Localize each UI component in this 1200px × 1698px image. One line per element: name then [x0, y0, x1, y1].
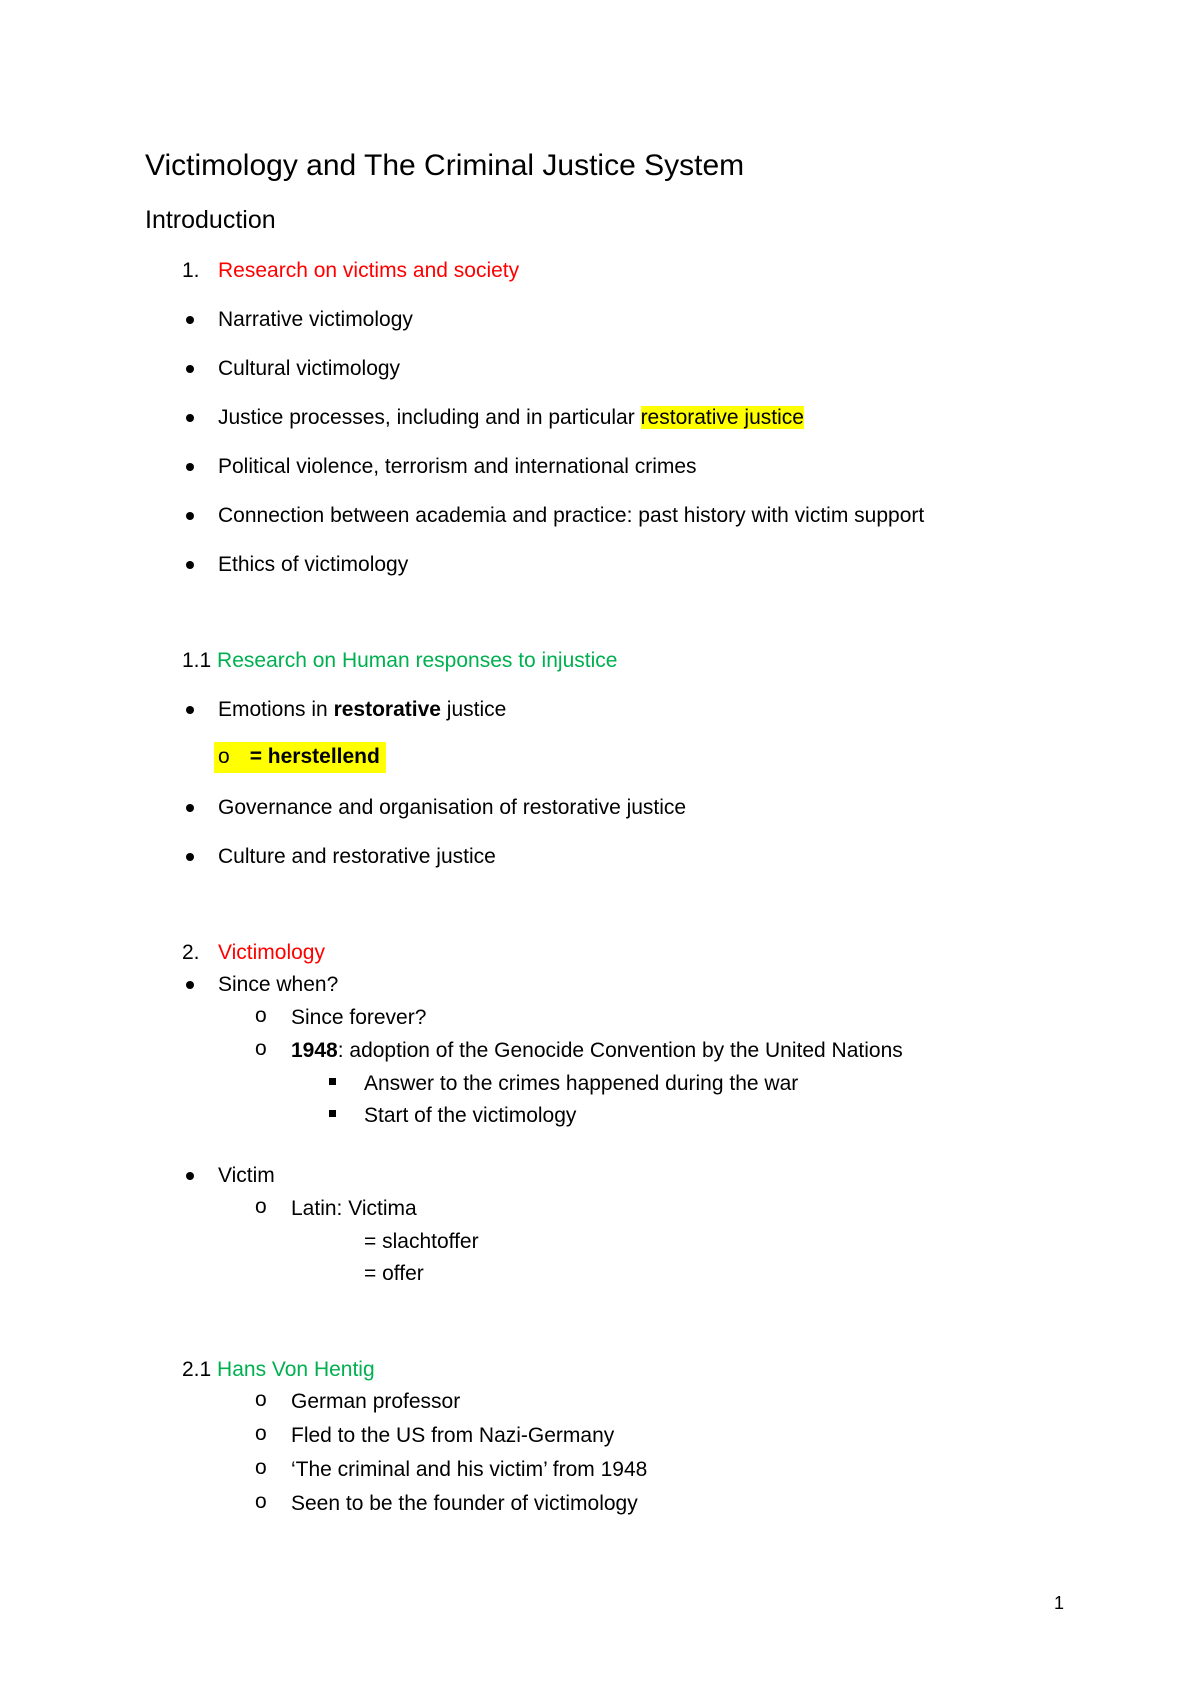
- sub-sub-item: Answer to the crimes happened during the war: [364, 1072, 799, 1095]
- bullet-icon: [186, 1172, 194, 1180]
- page-number: 1: [1054, 1593, 1065, 1613]
- section-1-number: 1.: [182, 259, 200, 282]
- section-2-1-number: 2.1: [182, 1358, 212, 1381]
- sub-item: [291, 1038, 903, 1064]
- sub-item-text: : adoption of the Genocide Convention by the United Nations: [337, 1039, 903, 1062]
- circle-bullet-icon: o: [255, 1490, 267, 1513]
- sub-item-text: = herstellend: [249, 745, 380, 768]
- sub-item: Seen to be the founder of victimology: [291, 1492, 638, 1515]
- list-item: Political violence, terrorism and international crimes: [218, 455, 697, 478]
- document-title: Victimology and The Criminal Justice System: [145, 149, 745, 182]
- circle-bullet-icon: o: [255, 1422, 267, 1445]
- bullet-icon: [186, 365, 194, 373]
- translation-line: = offer: [364, 1262, 424, 1285]
- bullet-icon: [186, 414, 194, 422]
- bold-text: restorative: [333, 698, 441, 721]
- section-1-1-number: 1.1: [182, 649, 212, 672]
- section-2-number: 2.: [182, 941, 200, 964]
- circle-bullet-icon: o: [255, 1004, 267, 1027]
- sub-item: ‘The criminal and his victim’ from 1948: [291, 1458, 648, 1481]
- list-item: Victim: [218, 1164, 275, 1187]
- circle-bullet-icon: o: [218, 745, 230, 768]
- bullet-icon: [186, 463, 194, 471]
- sub-sub-item: Start of the victimology: [364, 1104, 577, 1127]
- list-item: [218, 405, 804, 431]
- highlighted-sub-item: [214, 742, 386, 773]
- section-2-1-heading-line: [182, 1357, 375, 1383]
- translation-line: = slachtoffer: [364, 1230, 479, 1253]
- list-item: Since when?: [218, 973, 339, 996]
- sub-item: German professor: [291, 1390, 461, 1413]
- bullet-icon: [186, 981, 194, 989]
- section-2-heading: Victimology: [218, 941, 325, 964]
- list-item-text: justice: [440, 698, 507, 721]
- list-item: Ethics of victimology: [218, 553, 409, 576]
- sub-item: Latin: Victima: [291, 1197, 417, 1220]
- square-bullet-icon: [329, 1110, 336, 1117]
- circle-bullet-icon: o: [255, 1195, 267, 1218]
- section-1-1-heading: Research on Human responses to injustice: [217, 649, 618, 672]
- circle-bullet-icon: o: [255, 1037, 267, 1060]
- bullet-icon: [186, 561, 194, 569]
- list-item: Narrative victimology: [218, 308, 413, 331]
- list-item: Cultural victimology: [218, 357, 401, 380]
- bullet-icon: [186, 853, 194, 861]
- list-item: Governance and organisation of restorative justice: [218, 796, 687, 819]
- section-2-1-heading: Hans Von Hentig: [217, 1358, 375, 1381]
- list-item: [218, 697, 506, 723]
- circle-bullet-icon: o: [255, 1456, 267, 1479]
- bullet-icon: [186, 706, 194, 714]
- list-item: Connection between academia and practice: past history with victim support: [218, 504, 925, 527]
- sub-item: Fled to the US from Nazi-Germany: [291, 1424, 615, 1447]
- square-bullet-icon: [329, 1078, 336, 1085]
- intro-heading: Introduction: [145, 206, 276, 234]
- bullet-icon: [186, 804, 194, 812]
- section-1-heading: Research on victims and society: [218, 259, 520, 282]
- bullet-icon: [186, 512, 194, 520]
- bullet-icon: [186, 316, 194, 324]
- list-item-text: Emotions in: [218, 698, 334, 721]
- list-item-text: Justice processes, including and in particular: [218, 406, 641, 429]
- highlighted-text: restorative justice: [640, 406, 804, 429]
- section-1-1-heading-line: [182, 648, 617, 674]
- circle-bullet-icon: o: [255, 1388, 267, 1411]
- sub-item: Since forever?: [291, 1006, 427, 1029]
- list-item: Culture and restorative justice: [218, 845, 496, 868]
- year-text: 1948: [291, 1039, 338, 1062]
